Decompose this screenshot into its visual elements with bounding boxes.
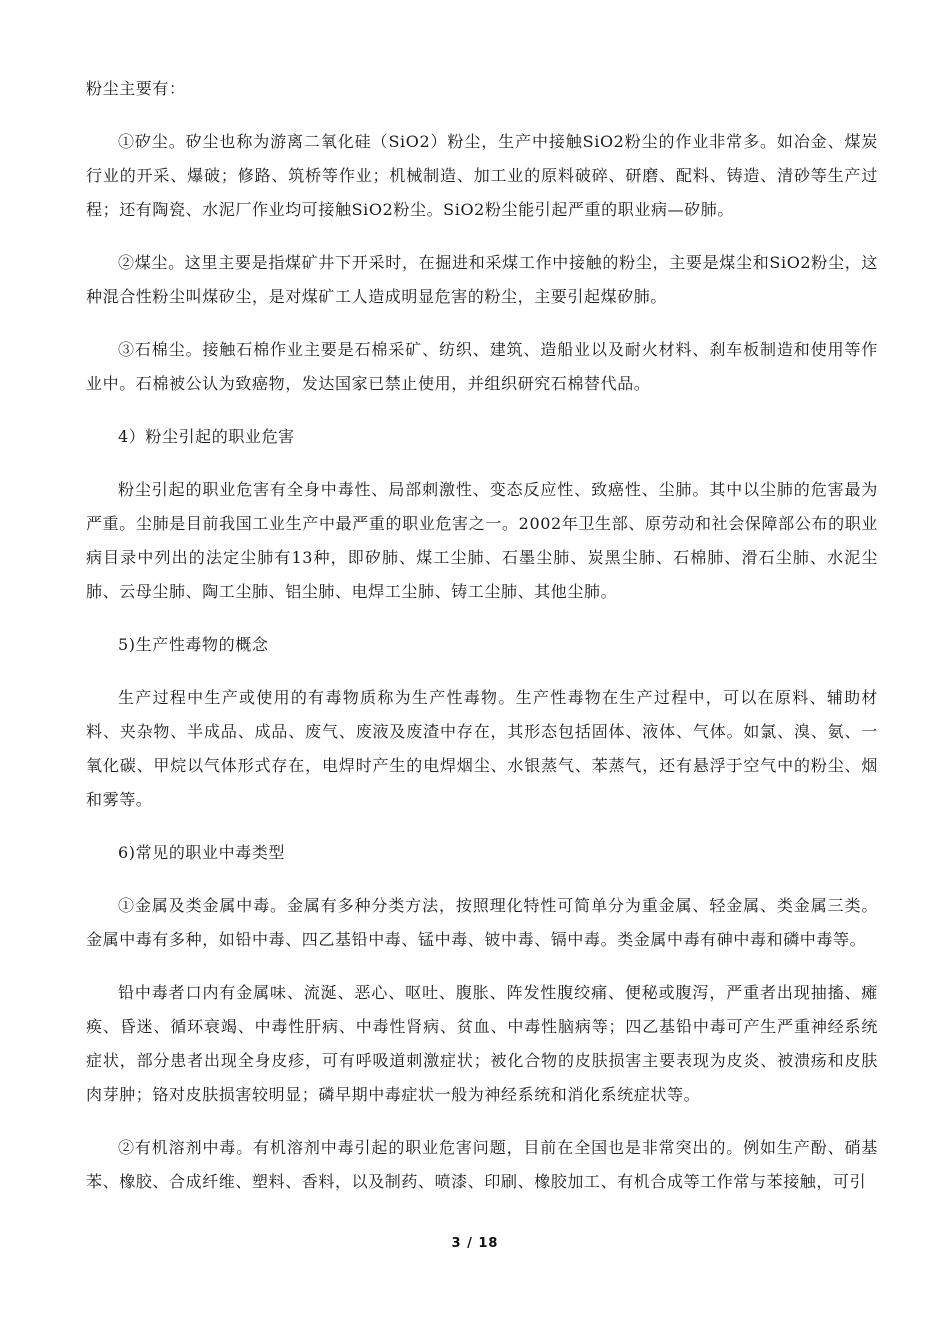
paragraph-asbestos-dust: ③石棉尘。接触石棉作业主要是石棉采矿、纺织、建筑、造船业以及耐火材料、刹车板制造和使用等作业中。石棉被公认为致癌物，发达国家已禁止使用，并组织研究石棉替代品。 (86, 340, 878, 393)
paragraph-dust-types-intro: 粉尘主要有： (86, 79, 186, 98)
paragraph-toxicant-concept: 生产过程中生产或使用的有毒物质称为生产性毒物。生产性毒物在生产过程中，可以在原料、辅助材料、夹杂物、半成品、成品、废气、废液及废渣中存在，其形态包括固体、液体、气体。如氯、溴、氨、一氧化碳、甲烷以气体形式存在，电焊时产生的电焊烟尘、水银蒸气、苯蒸气，还有悬浮于空气中的粉尘、烟和雾等。 (86, 688, 878, 809)
section-heading-toxicant-concept: 5)生产性毒物的概念 (118, 635, 269, 654)
paragraph-lead-poisoning-symptoms: 铅中毒者口内有金属味、流涎、恶心、呕吐、腹胀、阵发性腹绞痛、便秘或腹泻，严重者出现抽搐、瘫痪、昏迷、循环衰竭、中毒性肝病、中毒性肾病、贫血、中毒性脑病等；四乙基铅中毒可产生严重神经系统症状，部分患者出现全身皮疹，可有呼吸道刺激症状；被化合物的皮肤损害主要表现为皮炎、被溃疡和皮肤肉芽肿；铬对皮肤损害较明显；磷早期中毒症状一般为神经系统和消化系统症状等。 (86, 983, 878, 1104)
section-heading-poisoning-types: 6)常见的职业中毒类型 (118, 843, 286, 862)
page-number: 3 / 18 (451, 1236, 499, 1251)
paragraph-organic-solvent-poisoning: ②有机溶剂中毒。有机溶剂中毒引起的职业危害问题，目前在全国也是非常突出的。例如生产酚、硝基苯、橡胶、合成纤维、塑料、香料，以及制药、喷漆、印刷、橡胶加工、有机合成等工作常与苯接触，可引 (86, 1138, 878, 1191)
section-heading-dust-hazards: 4）粉尘引起的职业危害 (118, 427, 295, 446)
paragraph-dust-hazards: 粉尘引起的职业危害有全身中毒性、局部刺激性、变态反应性、致癌性、尘肺。其中以尘肺的危害最为严重。尘肺是目前我国工业生产中最严重的职业危害之一。2002年卫生部、原劳动和社会保障部公布的职业病目录中列出的法定尘肺有13种，即矽肺、煤工尘肺、石墨尘肺、炭黑尘肺、石棉肺、滑石尘肺、水泥尘肺、云母尘肺、陶工尘肺、铝尘肺、电焊工尘肺、铸工尘肺、其他尘肺。 (86, 480, 878, 601)
paragraph-metal-poisoning: ①金属及类金属中毒。金属有多种分类方法，按照理化特性可简单分为重金属、轻金属、类金属三类。金属中毒有多种，如铅中毒、四乙基铅中毒、锰中毒、铍中毒、镉中毒。类金属中毒有砷中毒和磷中毒等。 (86, 896, 878, 949)
page-body (86, 72, 878, 1218)
paragraph-silica-dust: ①矽尘。矽尘也称为游离二氧化硅（SiO2）粉尘，生产中接触SiO2粉尘的作业非常多。如冶金、煤炭行业的开采、爆破；修路、筑桥等作业；机械制造、加工业的原料破碎、研磨、配料、铸造、清砂等生产过程；还有陶瓷、水泥厂作业均可接触SiO2粉尘。SiO2粉尘能引起严重的职业病—矽肺。 (86, 132, 878, 219)
paragraph-coal-dust: ②煤尘。这里主要是指煤矿井下开采时，在掘进和采煤工作中接触的粉尘，主要是煤尘和SiO2粉尘，这种混合性粉尘叫煤矽尘，是对煤矿工人造成明显危害的粉尘，主要引起煤矽肺。 (86, 253, 878, 306)
